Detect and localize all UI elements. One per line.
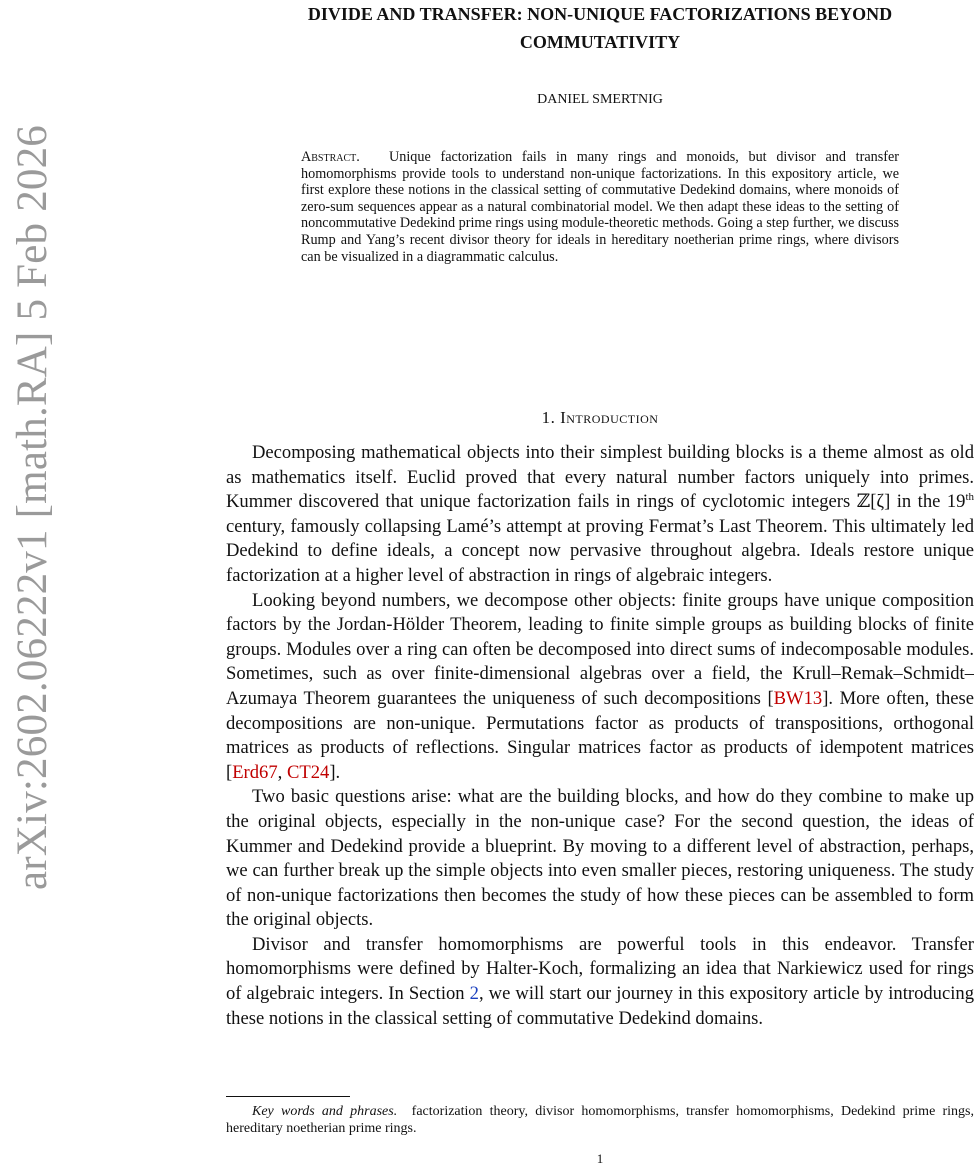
section-title: Introduction [560, 408, 659, 427]
superscript: th [965, 491, 974, 503]
abstract [301, 149, 899, 265]
paper-title [226, 0, 974, 56]
text-run: ]. More often, these decompositions are non-unique. Permutations factor as products of transpositions, orthogonal matrices as products of reflections. Singular matrices factor as products of idempotent matrices [ [226, 687, 974, 783]
section-heading [226, 408, 974, 428]
footnote-text: factorization theory, divisor homomorphisms, transfer homomorphisms, Dedekind prime rings, hereditary noetherian prime rings. [226, 1104, 974, 1136]
citation-link[interactable]: Erd67 [232, 761, 278, 783]
text-run: Divisor and transfer homomorphisms are powerful tools in this endeavor. Transfer homomorphisms were defined by Halter-Koch, formalizing an idea that Narkiewicz used for rings of algebraic integers. In Section [226, 933, 974, 1005]
citation-link[interactable]: CT24 [286, 761, 330, 783]
paragraph [226, 441, 974, 589]
body-text [226, 441, 974, 1031]
citation-link[interactable]: BW13 [773, 687, 823, 709]
title-line-2: COMMUTATIVITY [519, 32, 681, 52]
paragraph [226, 785, 974, 933]
author-name: DANIEL SMERTNIG [537, 92, 663, 107]
title-line-1: DIVIDE AND TRANSFER: NON-UNIQUE FACTORIZATIONS BEYOND [307, 4, 893, 24]
footnote-rule [226, 1096, 350, 1097]
section-number: 1. [541, 408, 556, 427]
paragraph [226, 589, 974, 786]
text-run: century, famously collapsing Lamé’s attempt at proving Fermat’s Last Theorem. This ultimately led Dedekind to define ideals, a concept now pervasive throughout algebra. Ideals restore unique factorization at a higher level of abstraction in rings of algebraic integers. [226, 515, 974, 586]
text-run: , we will start our journey in this expository article by introducing these notions in the classical setting of commutative Dedekind domains. [226, 983, 974, 1029]
text-run: ]. [329, 761, 341, 783]
text-run: Decomposing mathematical objects into their simplest building blocks is a theme almost as old as mathematics itself. Euclid proved that every natural number factors uniquely into primes. Kummer discovered that unique factorization fails in rings of cyclotomic integers ℤ[ζ] in the 19 [226, 442, 974, 513]
page-number: 1 [596, 1151, 604, 1166]
text-run: Looking beyond numbers, we decompose other objects: finite groups have unique composition factors by the Jordan-Hölder Theorem, leading to finite simple groups as building blocks of finite groups. Modules over a ring can often be decomposed into direct sums of indecomposable modules. Sometimes, such as over finite-dimensional algebras over a field, the Krull–Remak–Schmidt–Azumaya Theorem guarantees the uniqueness of such decompositions [ [226, 589, 974, 709]
footnote-label: Key words and phrases. [252, 1104, 398, 1119]
abstract-text: Unique factorization fails in many rings and monoids, but divisor and transfer homomorphisms provide tools to understand non-unique factorizations. In this expository article, we first explore these notions in the classical setting of commutative Dedekind domains, where monoids of zero-sum sequences appear as a natural combinatorial model. We then adapt these ideas to the setting of noncommutative Dedekind prime rings using module-theoretic methods. Going a step further, we discuss Rump and Yang’s recent divisor theory for ideals in hereditary noetherian prime rings, where divisors can be visualized in a diagrammatic calculus. [301, 149, 900, 265]
section-link[interactable]: 2 [469, 983, 479, 1005]
arxiv-identifier: arXiv:2602.06222v1 [math.RA] 5 Feb 2026 [9, 124, 56, 890]
paragraph [226, 933, 974, 1031]
text-run: , [277, 761, 287, 783]
text-run: Two basic questions arise: what are the building blocks, and how do they combine to make up the original objects, especially in the non-unique case? For the second question, the ideas of Kummer and Dedekind provide a blueprint. By moving to a different level of abstraction, perhaps, we can further break up the simple objects into even smaller pieces, restoring uniqueness. The study of non-unique factorizations then becomes the study of how these pieces can be assembled to form the original objects. [226, 786, 974, 931]
footnote [226, 1103, 974, 1137]
abstract-label: Abstract. [301, 149, 360, 165]
